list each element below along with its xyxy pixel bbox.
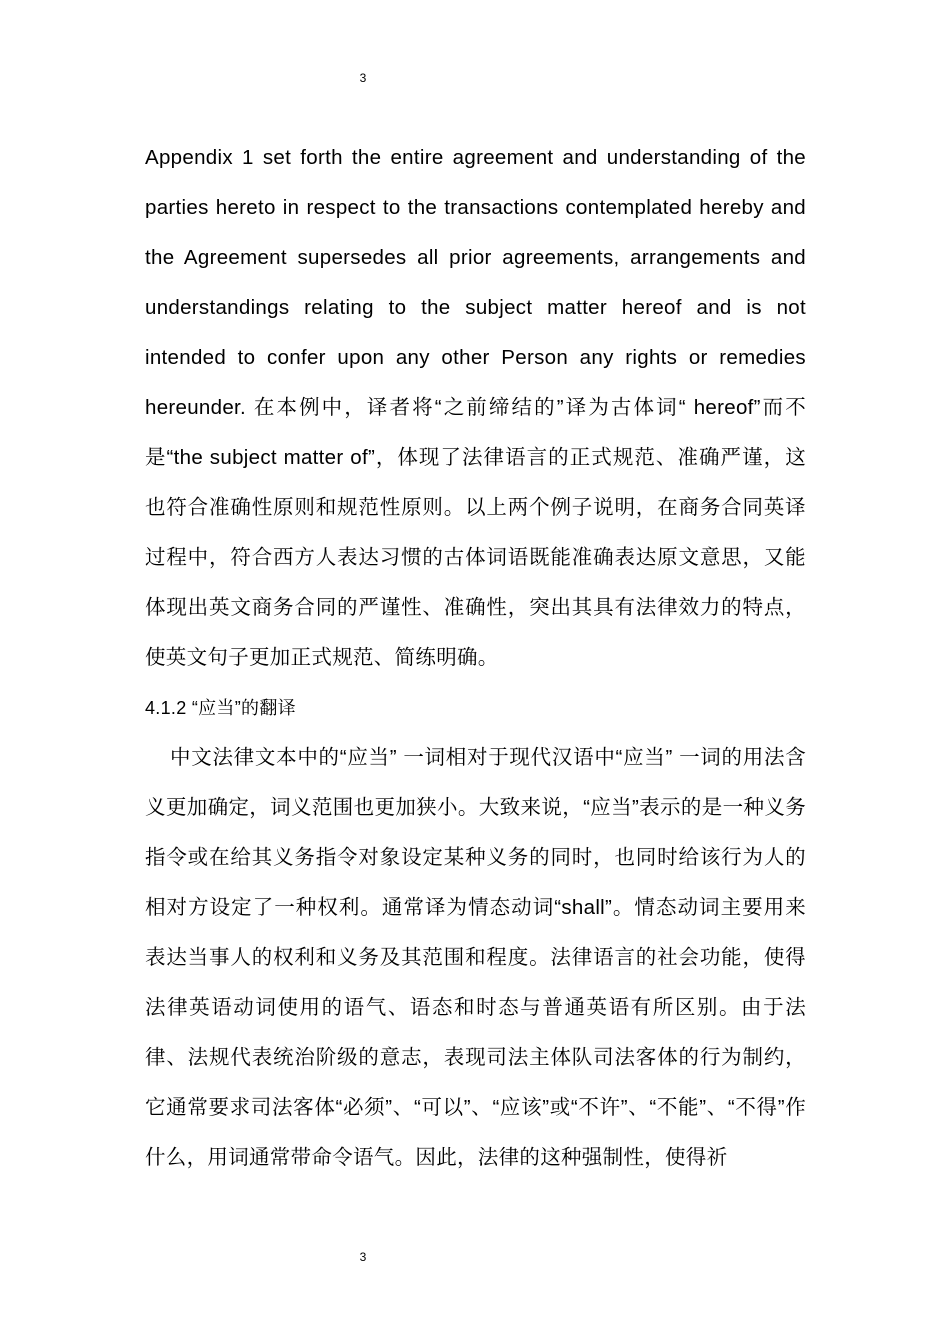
section-heading: 4.1.2 “应当”的翻译: [145, 698, 296, 718]
paragraph-shall-translation: 中文法律文本中的“应当” 一词相对于现代汉语中“应当” 一词的用法含义更加确定，词义范围也更加狭小。大致来说，“应当”表示的是一种义务指令或在给其义务指令对象设定某种义务的同时，也同时给该行为人的相对方设定了一种权利。通常译为情态动词“shall”。情态动词主要用来表达当事人的权利和义务及其范围和程度。法律语言的社会功能，使得法律英语动词使用的语气、语态和时态与普通英语有所区别。由于法律、法规代表统治阶级的意志，表现司法主体队司法客体的行为制约，它通常要求司法客体“必须”、“可以”、“应该”或“不许”、“不能”、“不得”作什么，用词通常带命令语气。因此，法律的这种强制性，使得祈: [145, 746, 806, 1169]
document-body: [145, 133, 806, 1183]
page-number-top: 3: [359, 71, 367, 85]
paragraph-appendix: Appendix 1 set forth the entire agreement and understanding of the parties hereto in respect to the transactions contemplated hereby and the Agreement supersedes all prior agreements, arrangements and understandings relating to the subject matter hereof and is not intended to confer upon any other Person any rights or remedies hereunder. 在本例中，译者将“之前缔结的”译为古体词“ hereof”而不是“the subject matter of”，体现了法律语言的正式规范、准确严谨，这也符合准确性原则和规范性原则。以上两个例子说明，在商务合同英译过程中，符合西方人表达习惯的古体词语既能准确表达原文意思，又能体现出英文商务合同的严谨性、准确性，突出其具有法律效力的特点，使英文句子更加正式规范、简练明确。: [145, 146, 806, 669]
page-number-bottom: 3: [359, 1250, 367, 1264]
